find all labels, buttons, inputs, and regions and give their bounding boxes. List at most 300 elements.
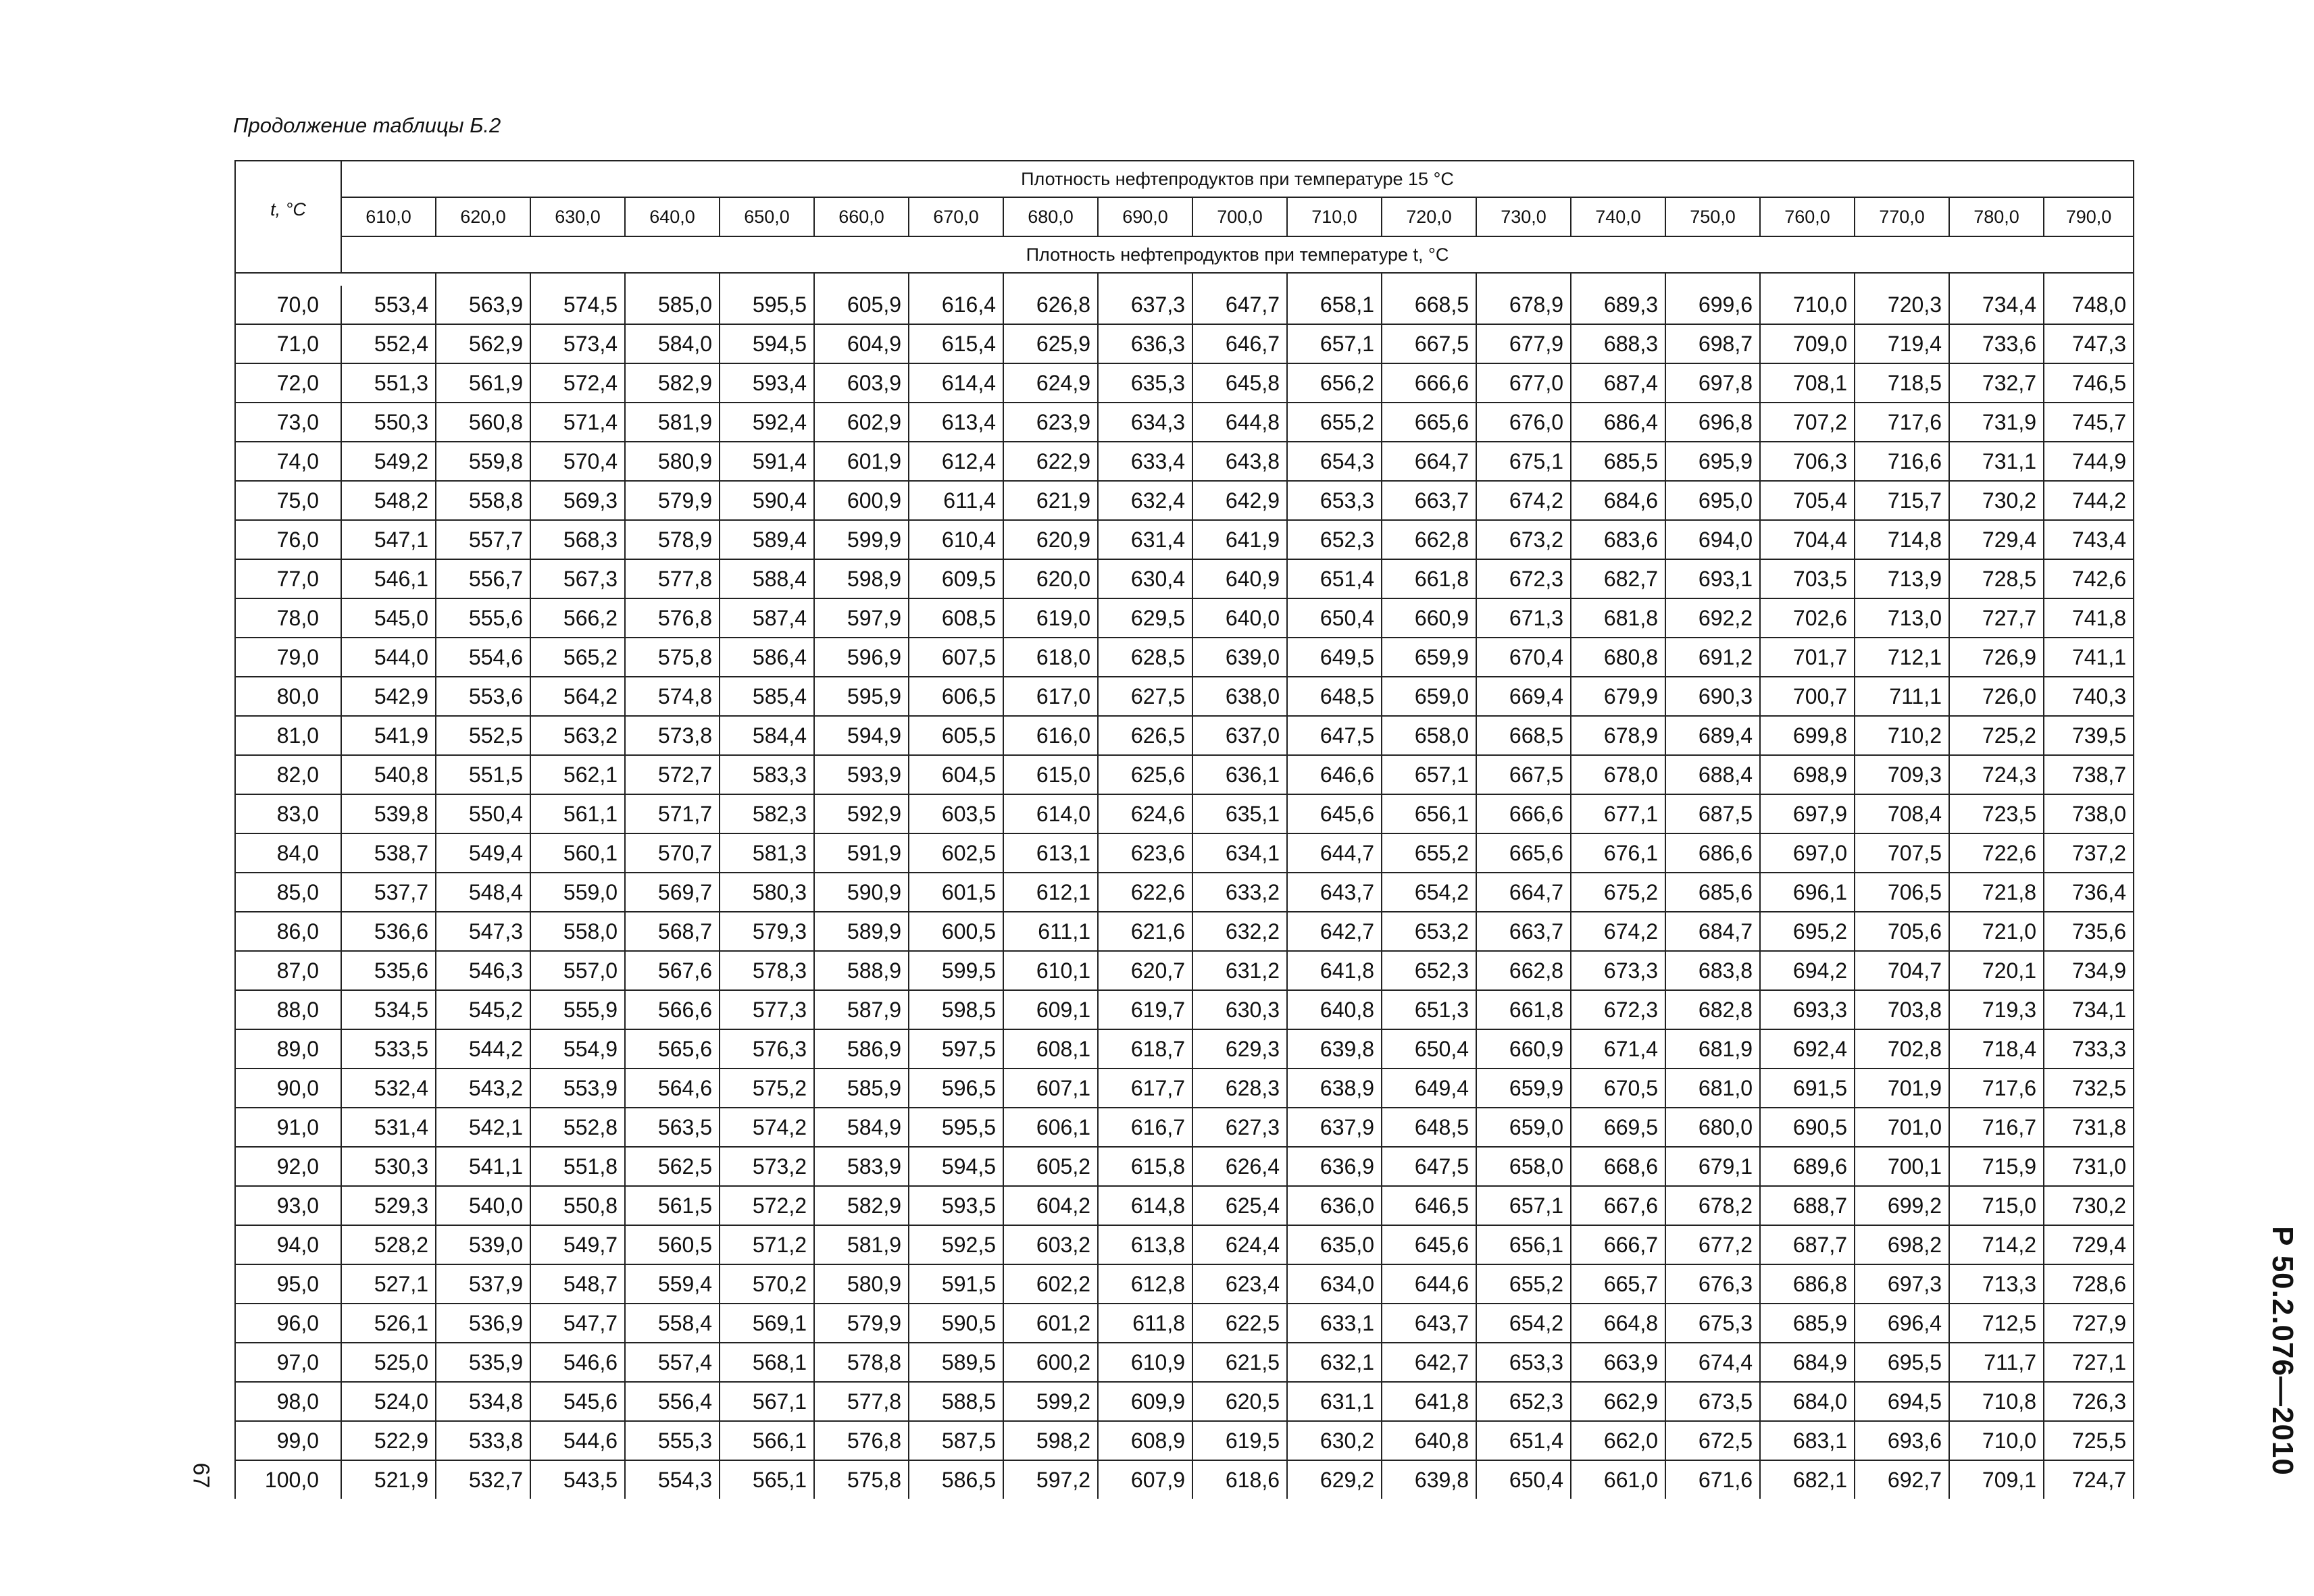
density-column-header: 730,0	[1476, 197, 1571, 236]
table-row	[235, 286, 2134, 324]
density-cell: 682,7	[1571, 559, 1665, 598]
table-row	[235, 1264, 2134, 1304]
temperature-cell: 90,0	[235, 1069, 341, 1108]
density-cell: 599,5	[909, 951, 1003, 990]
gap-cell	[814, 273, 909, 286]
density-cell: 692,4	[1760, 1029, 1855, 1069]
density-cell: 571,2	[720, 1225, 814, 1264]
density-cell: 582,9	[814, 1186, 909, 1225]
density-cell: 641,9	[1192, 520, 1287, 559]
density-cell: 576,3	[720, 1029, 814, 1069]
density-cell: 649,4	[1382, 1069, 1476, 1108]
density-cell: 694,0	[1665, 520, 1760, 559]
density-cell: 628,5	[1098, 638, 1192, 677]
density-cell: 558,4	[625, 1304, 720, 1343]
density-cell: 569,1	[720, 1304, 814, 1343]
density-cell: 697,0	[1760, 833, 1855, 873]
density-cell: 627,3	[1192, 1108, 1287, 1147]
temperature-cell: 76,0	[235, 520, 341, 559]
gap-cell	[1287, 273, 1382, 286]
density-cell: 667,6	[1571, 1186, 1665, 1225]
density-cell: 645,8	[1192, 363, 1287, 403]
density-column-header: 690,0	[1098, 197, 1192, 236]
density-cell: 730,2	[2044, 1186, 2134, 1225]
density-cell: 567,3	[530, 559, 625, 598]
density-cell: 655,2	[1382, 833, 1476, 873]
density-cell: 620,5	[1192, 1382, 1287, 1421]
density-cell: 633,4	[1098, 442, 1192, 481]
density-cell: 664,8	[1571, 1304, 1665, 1343]
density-cell: 602,5	[909, 833, 1003, 873]
density-cell: 652,3	[1287, 520, 1382, 559]
density-cell: 635,1	[1192, 794, 1287, 833]
density-cell: 633,1	[1287, 1304, 1382, 1343]
density-cell: 726,9	[1949, 638, 2044, 677]
density-cell: 700,1	[1855, 1147, 1949, 1186]
temperature-cell: 73,0	[235, 403, 341, 442]
density-cell: 614,0	[1003, 794, 1098, 833]
density-cell: 678,2	[1665, 1186, 1760, 1225]
temperature-cell: 80,0	[235, 677, 341, 716]
density-cell: 678,9	[1476, 286, 1571, 324]
density-cell: 626,8	[1003, 286, 1098, 324]
density-cell: 662,9	[1571, 1382, 1665, 1421]
density-column-header: 740,0	[1571, 197, 1665, 236]
density-cell: 605,9	[814, 286, 909, 324]
temperature-cell: 79,0	[235, 638, 341, 677]
table-body	[235, 273, 2134, 1499]
density-cell: 675,2	[1571, 873, 1665, 912]
density-cell: 600,5	[909, 912, 1003, 951]
density-cell: 734,9	[2044, 951, 2134, 990]
density-cell: 623,4	[1192, 1264, 1287, 1304]
table-row	[235, 873, 2134, 912]
density-cell: 660,9	[1382, 598, 1476, 638]
density-cell: 586,9	[814, 1029, 909, 1069]
density-cell: 537,7	[341, 873, 436, 912]
density-cell: 539,8	[341, 794, 436, 833]
density-cell: 610,4	[909, 520, 1003, 559]
density-cell: 563,5	[625, 1108, 720, 1147]
density-15c-header: Плотность нефтепродуктов при температуре 15 °С	[341, 161, 2134, 197]
density-cell: 522,9	[341, 1421, 436, 1460]
density-cell: 584,0	[625, 324, 720, 363]
density-cell: 717,6	[1949, 1069, 2044, 1108]
density-column-header: 680,0	[1003, 197, 1098, 236]
density-cell: 701,0	[1855, 1108, 1949, 1147]
density-cell: 577,3	[720, 990, 814, 1029]
temperature-cell: 91,0	[235, 1108, 341, 1147]
density-cell: 638,9	[1287, 1069, 1382, 1108]
table-row	[235, 677, 2134, 716]
density-cell: 604,9	[814, 324, 909, 363]
density-cell: 568,3	[530, 520, 625, 559]
density-cell: 659,0	[1382, 677, 1476, 716]
density-cell: 695,5	[1855, 1343, 1949, 1382]
table-row	[235, 1460, 2134, 1499]
density-cell: 716,6	[1855, 442, 1949, 481]
density-cell: 692,2	[1665, 598, 1760, 638]
density-cell: 596,9	[814, 638, 909, 677]
density-cell: 639,8	[1287, 1029, 1382, 1069]
density-cell: 724,7	[2044, 1460, 2134, 1499]
density-cell: 615,0	[1003, 755, 1098, 794]
density-cell: 558,0	[530, 912, 625, 951]
density-cell: 597,2	[1003, 1460, 1098, 1499]
density-cell: 598,5	[909, 990, 1003, 1029]
density-cell: 556,7	[436, 559, 530, 598]
density-cell: 683,1	[1760, 1421, 1855, 1460]
density-cell: 650,4	[1287, 598, 1382, 638]
density-cell: 546,1	[341, 559, 436, 598]
density-cell: 541,9	[341, 716, 436, 755]
density-cell: 560,8	[436, 403, 530, 442]
density-cell: 672,5	[1665, 1421, 1760, 1460]
density-cell: 697,9	[1760, 794, 1855, 833]
density-cell: 607,5	[909, 638, 1003, 677]
density-cell: 589,4	[720, 520, 814, 559]
temperature-cell: 72,0	[235, 363, 341, 403]
temperature-header: t, °C	[235, 161, 341, 273]
density-cell: 695,0	[1665, 481, 1760, 520]
density-cell: 723,5	[1949, 794, 2044, 833]
density-cell: 552,5	[436, 716, 530, 755]
density-cell: 685,5	[1571, 442, 1665, 481]
temperature-cell: 93,0	[235, 1186, 341, 1225]
density-cell: 589,5	[909, 1343, 1003, 1382]
density-cell: 553,6	[436, 677, 530, 716]
density-cell: 663,7	[1476, 912, 1571, 951]
density-cell: 626,4	[1192, 1147, 1287, 1186]
density-cell: 621,6	[1098, 912, 1192, 951]
gap-cell	[1665, 273, 1760, 286]
density-cell: 551,3	[341, 363, 436, 403]
density-cell: 651,3	[1382, 990, 1476, 1029]
table-row	[235, 1108, 2134, 1147]
density-cell: 677,9	[1476, 324, 1571, 363]
table-row	[235, 1225, 2134, 1264]
density-cell: 604,2	[1003, 1186, 1098, 1225]
density-cell: 679,1	[1665, 1147, 1760, 1186]
density-cell: 585,4	[720, 677, 814, 716]
density-cell: 552,8	[530, 1108, 625, 1147]
density-cell: 682,8	[1665, 990, 1760, 1029]
density-cell: 720,3	[1855, 286, 1949, 324]
density-cell: 558,8	[436, 481, 530, 520]
density-cell: 570,2	[720, 1264, 814, 1304]
density-cell: 654,2	[1382, 873, 1476, 912]
density-cell: 654,3	[1287, 442, 1382, 481]
density-cell: 623,6	[1098, 833, 1192, 873]
density-cell: 632,1	[1287, 1343, 1382, 1382]
density-cell: 711,7	[1949, 1343, 2044, 1382]
density-cell: 540,0	[436, 1186, 530, 1225]
density-cell: 565,1	[720, 1460, 814, 1499]
density-cell: 657,1	[1287, 324, 1382, 363]
density-cell: 642,7	[1382, 1343, 1476, 1382]
density-column-header: 670,0	[909, 197, 1003, 236]
density-cell: 715,0	[1949, 1186, 2044, 1225]
density-cell: 731,8	[2044, 1108, 2134, 1147]
table-header	[235, 161, 2134, 273]
density-cell: 578,3	[720, 951, 814, 990]
density-cell: 743,4	[2044, 520, 2134, 559]
density-cell: 557,0	[530, 951, 625, 990]
density-cell: 615,4	[909, 324, 1003, 363]
density-cell: 583,9	[814, 1147, 909, 1186]
density-cell: 731,0	[2044, 1147, 2134, 1186]
table-row	[235, 363, 2134, 403]
density-cell: 533,5	[341, 1029, 436, 1069]
density-cell: 661,8	[1476, 990, 1571, 1029]
density-cell: 585,0	[625, 286, 720, 324]
density-cell: 615,8	[1098, 1147, 1192, 1186]
density-cell: 619,0	[1003, 598, 1098, 638]
density-cell: 643,8	[1192, 442, 1287, 481]
density-cell: 679,9	[1571, 677, 1665, 716]
density-cell: 631,2	[1192, 951, 1287, 990]
density-cell: 560,1	[530, 833, 625, 873]
temperature-cell: 82,0	[235, 755, 341, 794]
density-cell: 582,3	[720, 794, 814, 833]
density-cell: 603,2	[1003, 1225, 1098, 1264]
temperature-cell: 75,0	[235, 481, 341, 520]
density-cell: 591,9	[814, 833, 909, 873]
table-row	[235, 1147, 2134, 1186]
density-cell: 567,6	[625, 951, 720, 990]
density-cell: 640,8	[1287, 990, 1382, 1029]
density-cell: 590,5	[909, 1304, 1003, 1343]
density-cell: 547,3	[436, 912, 530, 951]
density-column-header: 770,0	[1855, 197, 1949, 236]
density-cell: 635,3	[1098, 363, 1192, 403]
density-cell: 613,1	[1003, 833, 1098, 873]
density-cell: 650,4	[1476, 1460, 1571, 1499]
document-code: Р 50.2.076—2010	[2266, 1226, 2299, 1476]
density-cell: 548,7	[530, 1264, 625, 1304]
density-cell: 661,8	[1382, 559, 1476, 598]
density-cell: 602,2	[1003, 1264, 1098, 1304]
density-cell: 727,9	[2044, 1304, 2134, 1343]
density-cell: 599,2	[1003, 1382, 1098, 1421]
density-cell: 746,5	[2044, 363, 2134, 403]
density-cell: 618,0	[1003, 638, 1098, 677]
density-cell: 618,6	[1192, 1460, 1287, 1499]
density-cell: 639,8	[1382, 1460, 1476, 1499]
density-cell: 586,5	[909, 1460, 1003, 1499]
density-cell: 583,3	[720, 755, 814, 794]
density-cell: 693,3	[1760, 990, 1855, 1029]
density-cell: 553,4	[341, 286, 436, 324]
density-cell: 603,9	[814, 363, 909, 403]
density-cell: 676,3	[1665, 1264, 1760, 1304]
density-cell: 709,3	[1855, 755, 1949, 794]
density-cell: 642,7	[1287, 912, 1382, 951]
density-cell: 626,5	[1098, 716, 1192, 755]
density-cell: 547,7	[530, 1304, 625, 1343]
density-cell: 713,3	[1949, 1264, 2044, 1304]
density-cell: 715,9	[1949, 1147, 2044, 1186]
density-cell: 677,1	[1571, 794, 1665, 833]
density-cell: 612,8	[1098, 1264, 1192, 1304]
density-cell: 568,7	[625, 912, 720, 951]
density-cell: 625,4	[1192, 1186, 1287, 1225]
temperature-cell: 85,0	[235, 873, 341, 912]
density-cell: 622,5	[1192, 1304, 1287, 1343]
density-cell: 647,5	[1287, 716, 1382, 755]
density-cell: 603,5	[909, 794, 1003, 833]
temperature-cell: 97,0	[235, 1343, 341, 1382]
density-cell: 728,5	[1949, 559, 2044, 598]
table-row	[235, 833, 2134, 873]
density-cell: 632,2	[1192, 912, 1287, 951]
density-cell: 741,1	[2044, 638, 2134, 677]
density-cell: 601,5	[909, 873, 1003, 912]
density-cell: 566,1	[720, 1421, 814, 1460]
density-cell: 580,9	[814, 1264, 909, 1304]
density-cell: 619,5	[1192, 1421, 1287, 1460]
density-cell: 559,0	[530, 873, 625, 912]
density-cell: 544,0	[341, 638, 436, 677]
density-cell: 658,0	[1476, 1147, 1571, 1186]
density-cell: 563,9	[436, 286, 530, 324]
density-cell: 546,6	[530, 1343, 625, 1382]
density-cell: 726,0	[1949, 677, 2044, 716]
density-cell: 631,4	[1098, 520, 1192, 559]
density-cell: 530,3	[341, 1147, 436, 1186]
density-cell: 684,6	[1571, 481, 1665, 520]
density-cell: 616,4	[909, 286, 1003, 324]
gap-cell	[625, 273, 720, 286]
density-column-header: 750,0	[1665, 197, 1760, 236]
density-cell: 554,9	[530, 1029, 625, 1069]
density-cell: 545,2	[436, 990, 530, 1029]
density-cell: 673,5	[1665, 1382, 1760, 1421]
density-cell: 732,7	[1949, 363, 2044, 403]
density-cell: 531,4	[341, 1108, 436, 1147]
density-cell: 600,2	[1003, 1343, 1098, 1382]
density-cell: 681,9	[1665, 1029, 1760, 1069]
density-cell: 727,1	[2044, 1343, 2134, 1382]
table-caption: Продолжение таблицы Б.2	[233, 113, 501, 137]
density-cell: 575,8	[625, 638, 720, 677]
density-cell: 703,5	[1760, 559, 1855, 598]
density-cell: 600,9	[814, 481, 909, 520]
density-cell: 611,4	[909, 481, 1003, 520]
density-cell: 704,4	[1760, 520, 1855, 559]
density-cell: 673,2	[1476, 520, 1571, 559]
density-cell: 739,5	[2044, 716, 2134, 755]
density-cell: 544,2	[436, 1029, 530, 1069]
gap-cell	[1760, 273, 1855, 286]
density-cell: 705,6	[1855, 912, 1949, 951]
density-cell: 538,7	[341, 833, 436, 873]
density-cell: 665,6	[1476, 833, 1571, 873]
table-row	[235, 481, 2134, 520]
density-cell: 621,9	[1003, 481, 1098, 520]
density-cell: 643,7	[1287, 873, 1382, 912]
density-cell: 549,4	[436, 833, 530, 873]
density-cell: 610,1	[1003, 951, 1098, 990]
density-cell: 521,9	[341, 1460, 436, 1499]
gap-cell	[1003, 273, 1098, 286]
density-cell: 627,5	[1098, 677, 1192, 716]
density-cell: 565,2	[530, 638, 625, 677]
density-cell: 674,2	[1476, 481, 1571, 520]
density-cell: 713,0	[1855, 598, 1949, 638]
density-cell: 573,4	[530, 324, 625, 363]
density-cell: 696,4	[1855, 1304, 1949, 1343]
density-cell: 632,4	[1098, 481, 1192, 520]
density-cell: 526,1	[341, 1304, 436, 1343]
density-cell: 588,4	[720, 559, 814, 598]
density-cell: 598,2	[1003, 1421, 1098, 1460]
density-cell: 712,5	[1949, 1304, 2044, 1343]
density-cell: 646,7	[1192, 324, 1287, 363]
density-cell: 578,9	[625, 520, 720, 559]
density-cell: 581,9	[625, 403, 720, 442]
temperature-cell: 88,0	[235, 990, 341, 1029]
density-cell: 668,6	[1571, 1147, 1665, 1186]
density-cell: 628,3	[1192, 1069, 1287, 1108]
gap-cell	[530, 273, 625, 286]
density-cell: 536,9	[436, 1304, 530, 1343]
density-cell: 645,6	[1287, 794, 1382, 833]
density-cell: 601,2	[1003, 1304, 1098, 1343]
density-cell: 587,4	[720, 598, 814, 638]
density-cell: 697,8	[1665, 363, 1760, 403]
density-cell: 545,6	[530, 1382, 625, 1421]
density-cell: 703,8	[1855, 990, 1949, 1029]
density-columns-row	[235, 197, 2134, 236]
density-cell: 566,6	[625, 990, 720, 1029]
density-cell: 594,5	[909, 1147, 1003, 1186]
density-cell: 642,9	[1192, 481, 1287, 520]
density-cell: 631,1	[1287, 1382, 1382, 1421]
density-cell: 734,4	[1949, 286, 2044, 324]
density-cell: 601,9	[814, 442, 909, 481]
density-cell: 593,5	[909, 1186, 1003, 1225]
density-cell: 639,0	[1192, 638, 1287, 677]
density-cell: 630,4	[1098, 559, 1192, 598]
density-cell: 713,9	[1855, 559, 1949, 598]
density-cell: 634,0	[1287, 1264, 1382, 1304]
density-cell: 572,7	[625, 755, 720, 794]
density-cell: 709,1	[1949, 1460, 2044, 1499]
gap-cell	[341, 273, 436, 286]
density-cell: 590,4	[720, 481, 814, 520]
density-cell: 700,7	[1760, 677, 1855, 716]
density-cell: 591,5	[909, 1264, 1003, 1304]
density-cell: 730,2	[1949, 481, 2044, 520]
density-cell: 658,0	[1382, 716, 1476, 755]
density-cell: 579,9	[625, 481, 720, 520]
density-cell: 595,5	[909, 1108, 1003, 1147]
density-cell: 644,6	[1382, 1264, 1476, 1304]
density-cell: 663,9	[1571, 1343, 1665, 1382]
density-cell: 737,2	[2044, 833, 2134, 873]
temperature-cell: 98,0	[235, 1382, 341, 1421]
table-row	[235, 403, 2134, 442]
density-cell: 705,4	[1760, 481, 1855, 520]
density-cell: 636,0	[1287, 1186, 1382, 1225]
density-cell: 729,4	[2044, 1225, 2134, 1264]
density-cell: 701,7	[1760, 638, 1855, 677]
density-cell: 721,0	[1949, 912, 2044, 951]
density-cell: 662,0	[1571, 1421, 1665, 1460]
density-cell: 554,3	[625, 1460, 720, 1499]
table-row	[235, 716, 2134, 755]
